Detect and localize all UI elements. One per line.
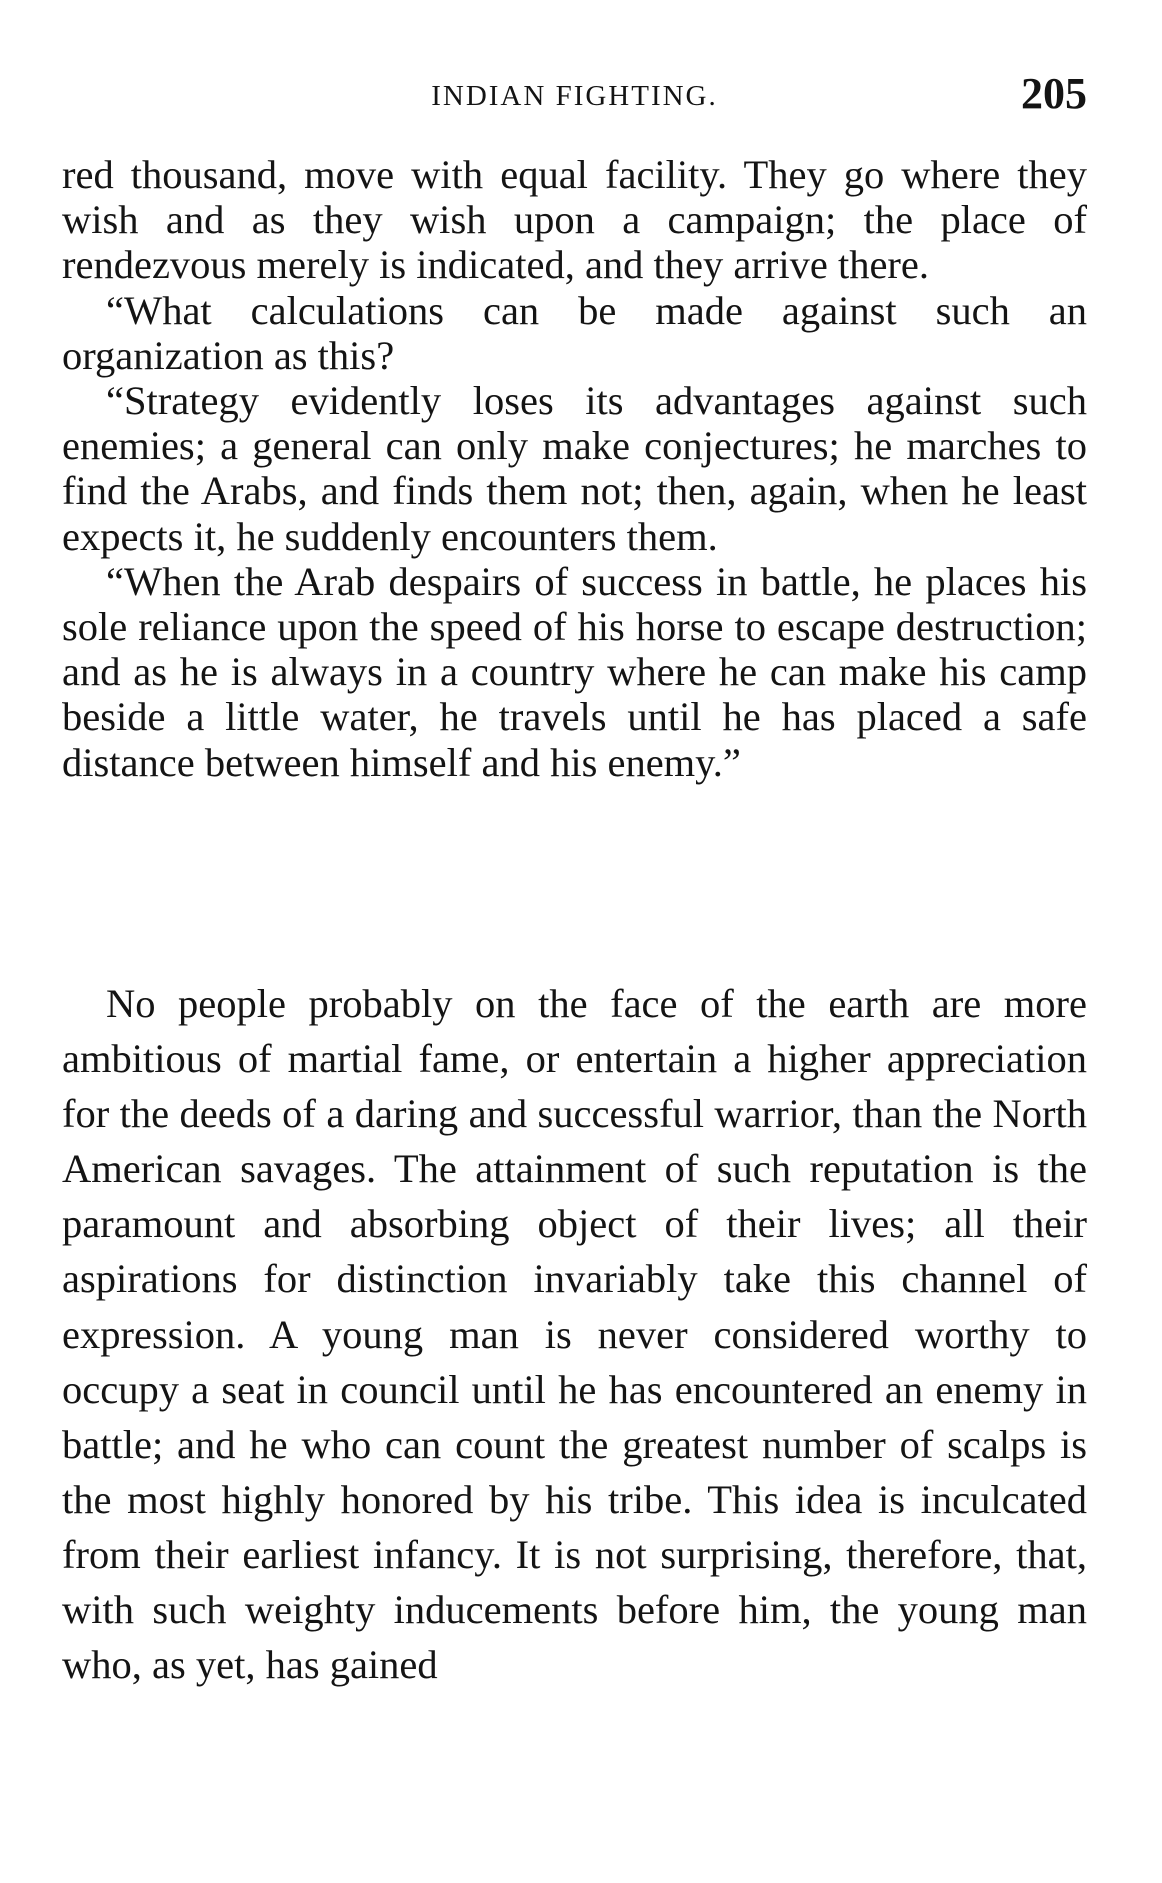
running-header: [62, 68, 1087, 120]
quote-paragraph: “Strategy evidently loses its advantages against such enemies; a general can only make conjectures; he marches to find the Arabs, and finds them not; then, again, when he least expects it, he suddenly encounters them.: [62, 378, 1087, 559]
body-paragraph: No people probably on the face of the earth are more ambitious of martial fame, or entertain a higher appreciation for the deeds of a daring and successful warrior, than the North American savages. The attainment of such reputation is the paramount and absorbing object of their lives; all their aspirations for distinction invariably take this channel of expression. A young man is never considered worthy to occupy a seat in council until he has encountered an enemy in battle; and he who can count the greatest number of scalps is the most highly honored by his tribe. This idea is inculcated from their earliest infancy. It is not surprising, therefore, that, with such weighty inducements before him, the young man who, as yet, has gained: [62, 981, 1087, 1688]
page-number: 205: [1021, 69, 1087, 118]
running-title: INDIAN FIGHTING.: [431, 80, 718, 112]
quote-paragraph-continued: red thousand, move with equal facility. They go where they wish and as they wish upon a campaign; the place of rendezvous merely is indicated, and they arrive there.: [62, 152, 1087, 288]
quote-paragraph: “What calculations can be made against such an organization as this?: [62, 287, 1087, 378]
quote-paragraph: “When the Arab despairs of success in battle, he places his sole reliance upon the speed of his horse to escape destruction; and as he is always in a country where he can make his camp beside a little water, he travels until he has placed a safe distance between himself and his enemy.”: [62, 558, 1087, 785]
main-text: [62, 976, 1087, 1692]
quoted-passage: [62, 152, 1087, 785]
